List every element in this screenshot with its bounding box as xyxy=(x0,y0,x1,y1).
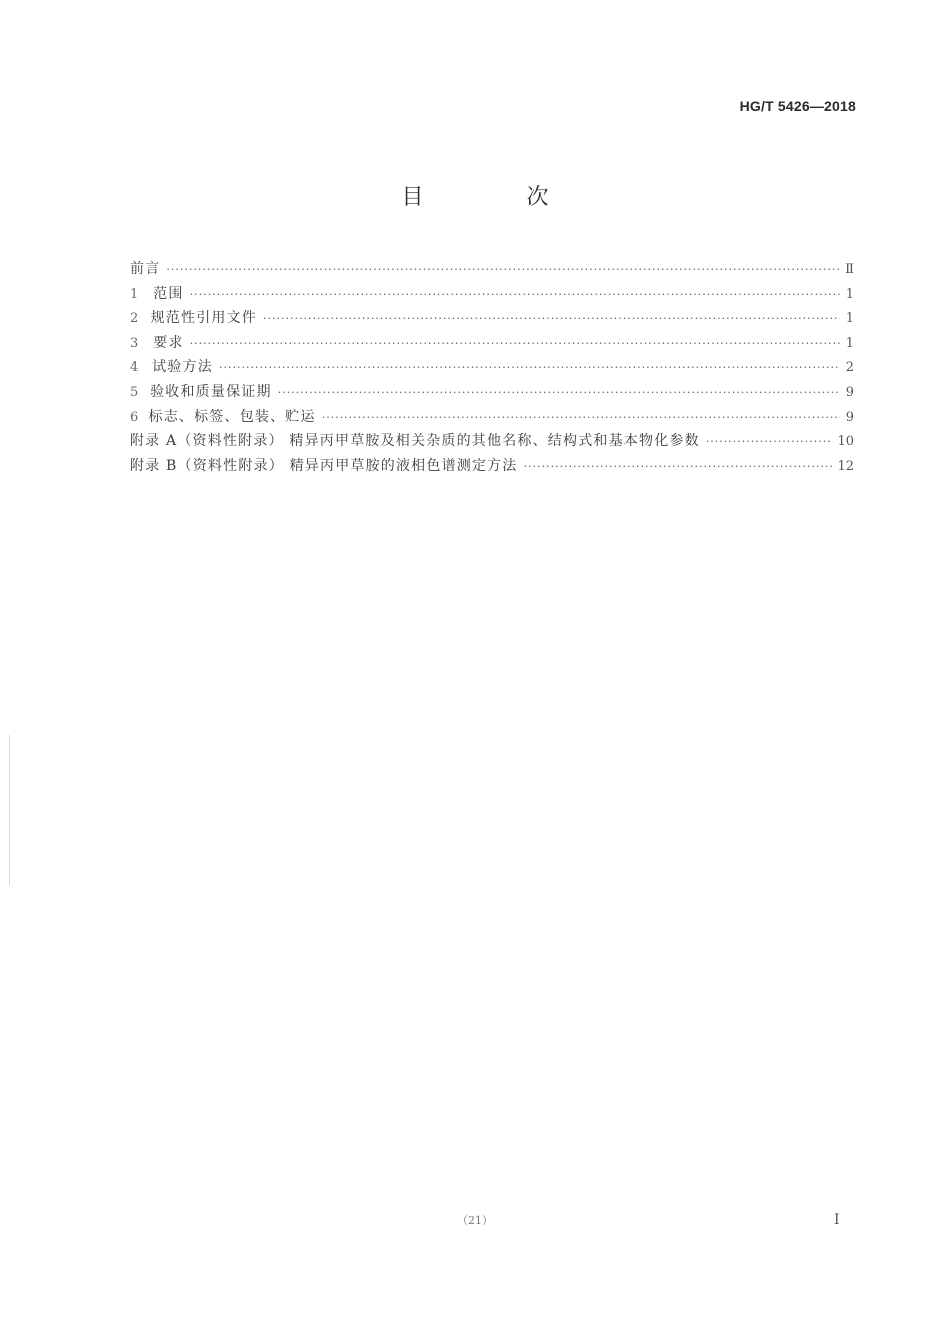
toc-label: 范围 xyxy=(153,285,184,302)
scan-artifact-line xyxy=(9,735,10,885)
toc-leader xyxy=(278,386,840,399)
toc-page: 12 xyxy=(837,458,854,474)
toc-entry-normative-references[interactable] xyxy=(130,307,854,332)
toc-label: 前言 xyxy=(130,261,161,277)
toc-leader xyxy=(219,361,840,374)
toc-leader xyxy=(322,411,840,424)
toc-leader xyxy=(166,263,840,276)
toc-entry-test-methods[interactable] xyxy=(130,356,854,381)
toc-entry-acceptance[interactable] xyxy=(130,381,854,406)
toc-entry-annex-b[interactable] xyxy=(130,455,854,480)
toc-label: 验收和质量保证期 xyxy=(150,383,272,400)
toc-page: 2 xyxy=(845,360,854,376)
toc-leader xyxy=(190,337,840,350)
toc-label: 标志、标签、包装、贮运 xyxy=(148,408,316,425)
toc-leader xyxy=(706,435,834,448)
toc-number: 4 xyxy=(130,360,139,376)
toc-leader xyxy=(263,312,840,325)
toc-entry-scope[interactable] xyxy=(130,283,854,308)
page-title: 目 次 xyxy=(401,185,597,210)
toc-leader xyxy=(524,460,834,473)
toc-entry-annex-a[interactable] xyxy=(130,430,854,455)
toc-label: 要求 xyxy=(153,334,184,351)
toc-number: 2 xyxy=(130,311,139,327)
toc-page: 1 xyxy=(845,335,854,351)
toc-page: 1 xyxy=(845,286,854,302)
toc-label: 规范性引用文件 xyxy=(150,310,257,327)
toc-number: 1 xyxy=(130,286,139,302)
toc-label: 附录 A（资料性附录） 精异丙甲草胺及相关杂质的其他名称、结构式和基本物化参数 xyxy=(130,433,700,450)
toc-page: 9 xyxy=(845,384,854,400)
toc-number: 6 xyxy=(130,409,139,425)
toc-page: 10 xyxy=(837,434,854,450)
toc-page: 1 xyxy=(845,311,854,327)
footer-page-number: （21） xyxy=(457,1214,493,1227)
toc-page: Ⅱ xyxy=(845,262,854,277)
toc-number: 5 xyxy=(130,384,139,400)
toc-leader xyxy=(190,288,840,301)
toc-entry-requirements[interactable] xyxy=(130,332,854,357)
toc-page: 9 xyxy=(845,409,854,425)
standard-code: HG/T 5426—2018 xyxy=(739,98,856,114)
table-of-contents xyxy=(130,258,854,479)
toc-entry-foreword[interactable] xyxy=(130,258,854,283)
toc-entry-marking[interactable] xyxy=(130,406,854,431)
footer-roman-page: Ⅰ xyxy=(834,1212,840,1228)
toc-label: 试验方法 xyxy=(152,359,213,376)
toc-number: 3 xyxy=(130,335,139,351)
toc-label: 附录 B（资料性附录） 精异丙甲草胺的液相色谱测定方法 xyxy=(130,457,518,474)
